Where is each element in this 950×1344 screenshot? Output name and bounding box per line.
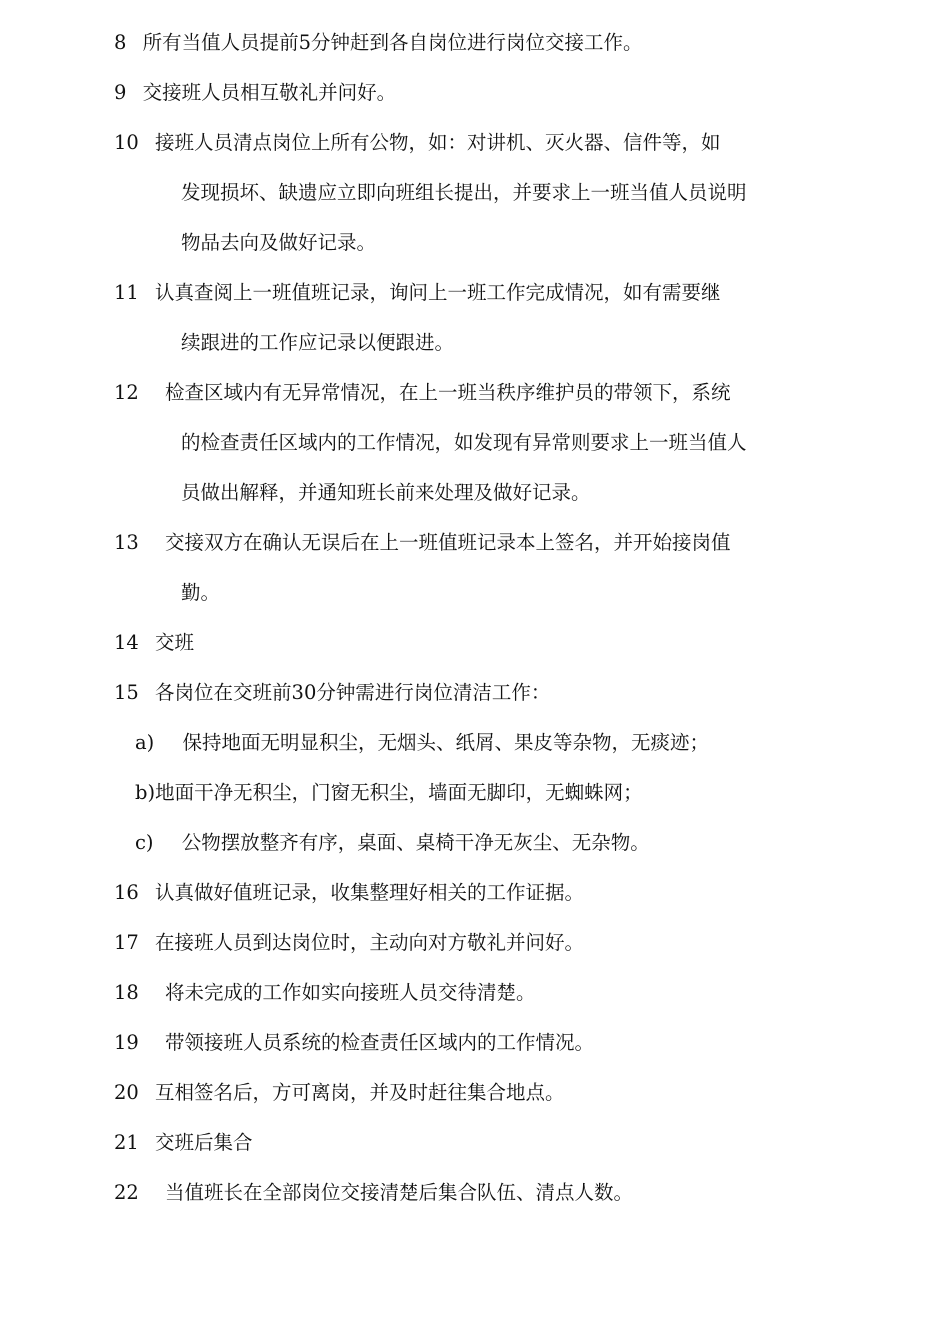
item-number: 20 xyxy=(114,1081,139,1104)
sub-list-item xyxy=(135,730,709,756)
list-item xyxy=(114,1030,594,1056)
list-item xyxy=(114,380,731,406)
item-number: 18 xyxy=(114,981,139,1004)
list-item xyxy=(114,30,643,56)
item-number: 12 xyxy=(114,381,139,404)
list-item xyxy=(114,630,194,656)
item-number: 10 xyxy=(114,131,139,154)
item-number: 16 xyxy=(114,881,139,904)
item-text: 带领接班人员系统的检查责任区域内的工作情况。 xyxy=(165,1031,595,1054)
item-number: 15 xyxy=(114,681,139,704)
item-text-continuation: 发现损坏、缺遗应立即向班组长提出，并要求上一班当值人员说明 xyxy=(181,181,747,204)
item-text: 认真查阅上一班值班记录，询问上一班工作完成情况，如有需要继 xyxy=(155,281,721,304)
item-number: 13 xyxy=(114,531,139,554)
item-text-continuation: 物品去向及做好记录。 xyxy=(181,231,377,254)
list-item xyxy=(114,880,584,906)
item-text: 在接班人员到达岗位时，主动向对方敬礼并问好。 xyxy=(155,931,585,954)
item-text: 检查区域内有无异常情况，在上一班当秩序维护员的带领下，系统 xyxy=(165,381,731,404)
item-text: 保持地面无明显积尘，无烟头、纸屑、果皮等杂物，无痰迹； xyxy=(182,731,709,754)
item-text: 公物摆放整齐有序，桌面、桌椅干净无灰尘、无杂物。 xyxy=(181,831,650,854)
item-number: 11 xyxy=(114,281,139,304)
item-number: 21 xyxy=(114,1131,139,1154)
list-item xyxy=(114,930,584,956)
list-item xyxy=(114,130,721,156)
item-marker: a) xyxy=(135,731,155,754)
list-item xyxy=(114,280,721,306)
item-number: 19 xyxy=(114,1031,139,1054)
list-item xyxy=(114,80,396,106)
item-number: 22 xyxy=(114,1181,139,1204)
item-text: 接班人员清点岗位上所有公物，如：对讲机、灭火器、信件等，如 xyxy=(155,131,721,154)
item-number: 9 xyxy=(114,81,127,104)
list-item xyxy=(114,980,536,1006)
item-text: 交班后集合 xyxy=(155,1131,253,1154)
item-text: 认真做好值班记录，收集整理好相关的工作证据。 xyxy=(155,881,585,904)
item-text: 交班 xyxy=(155,631,195,654)
item-text: 交接双方在确认无误后在上一班值班记录本上签名，并开始接岗值 xyxy=(165,531,731,554)
sub-list-item xyxy=(135,780,643,806)
item-text: 所有当值人员提前5分钟赶到各自岗位进行岗位交接工作。 xyxy=(142,31,643,54)
item-text-continuation: 勤。 xyxy=(181,581,221,604)
item-text: 互相签名后，方可离岗，并及时赶往集合地点。 xyxy=(155,1081,565,1104)
sub-list-item xyxy=(135,830,650,856)
list-item xyxy=(114,1080,565,1106)
list-item xyxy=(114,680,550,706)
item-text: 当值班长在全部岗位交接清楚后集合队伍、清点人数。 xyxy=(165,1181,634,1204)
item-number: 17 xyxy=(114,931,139,954)
item-text-continuation: 续跟进的工作应记录以便跟进。 xyxy=(181,331,455,354)
item-number: 8 xyxy=(114,31,127,54)
item-text: 各岗位在交班前30分钟需进行岗位清洁工作： xyxy=(155,681,551,704)
item-text: 交接班人员相互敬礼并问好。 xyxy=(142,81,397,104)
item-number: 14 xyxy=(114,631,139,654)
list-item xyxy=(114,530,731,556)
list-item xyxy=(114,1130,253,1156)
list-item xyxy=(114,1180,633,1206)
item-text: 将未完成的工作如实向接班人员交待清楚。 xyxy=(165,981,536,1004)
item-text-continuation: 员做出解释，并通知班长前来处理及做好记录。 xyxy=(181,481,591,504)
item-text-continuation: 的检查责任区域内的工作情况，如发现有异常则要求上一班当值人 xyxy=(181,431,747,454)
item-text: b)地面干净无积尘，门窗无积尘，墙面无脚印，无蜘蛛网； xyxy=(135,781,643,804)
item-marker: c) xyxy=(135,831,154,854)
